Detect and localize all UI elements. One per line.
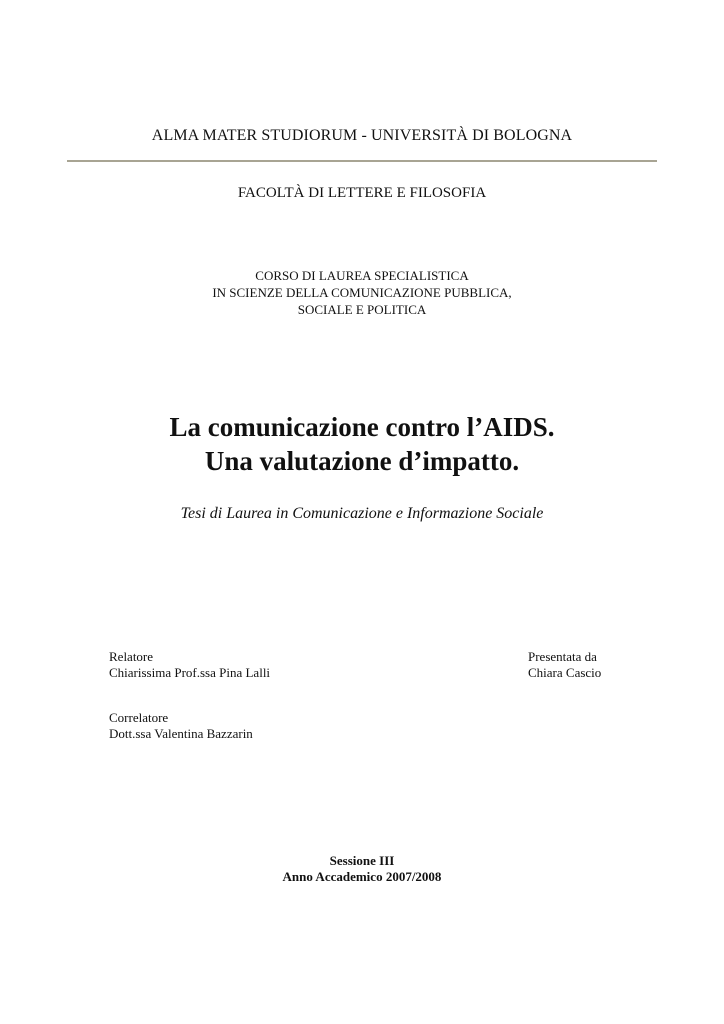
university-name: ALMA MATER STUDIORUM - UNIVERSITÀ DI BOLOGNA [151,127,573,144]
thesis-title-line-2: Una valutazione d’impatto. [204,446,520,476]
presentata-name: Chiara Cascio [528,665,602,680]
thesis-title-line-1: La comunicazione contro l’AIDS. [169,412,555,442]
course-block [0,267,724,318]
thesis-title [0,410,724,478]
session-label: Sessione III [329,853,395,868]
session-block [0,853,724,885]
presentata-block [528,649,601,681]
course-line-3: SOCIALE E POLITICA [297,302,427,317]
relatore-name: Chiarissima Prof.ssa Pina Lalli [109,665,271,680]
course-line-2: IN SCIENZE DELLA COMUNICAZIONE PUBBLICA, [212,285,512,300]
faculty-name: FACOLTÀ DI LETTERE E FILOSOFIA [237,185,487,201]
presentata-label: Presentata da [528,649,597,664]
header-divider [67,160,657,162]
correlatore-label: Correlatore [109,710,169,725]
correlatore-name: Dott.ssa Valentina Bazzarin [109,726,253,741]
course-line-1: CORSO DI LAUREA SPECIALISTICA [255,268,469,283]
correlatore-block [109,710,253,742]
academic-year: Anno Accademico 2007/2008 [282,869,442,884]
relatore-block [109,649,270,681]
thesis-subtitle: Tesi di Laurea in Comunicazione e Informazione Sociale [180,505,544,522]
relatore-label: Relatore [109,649,154,664]
